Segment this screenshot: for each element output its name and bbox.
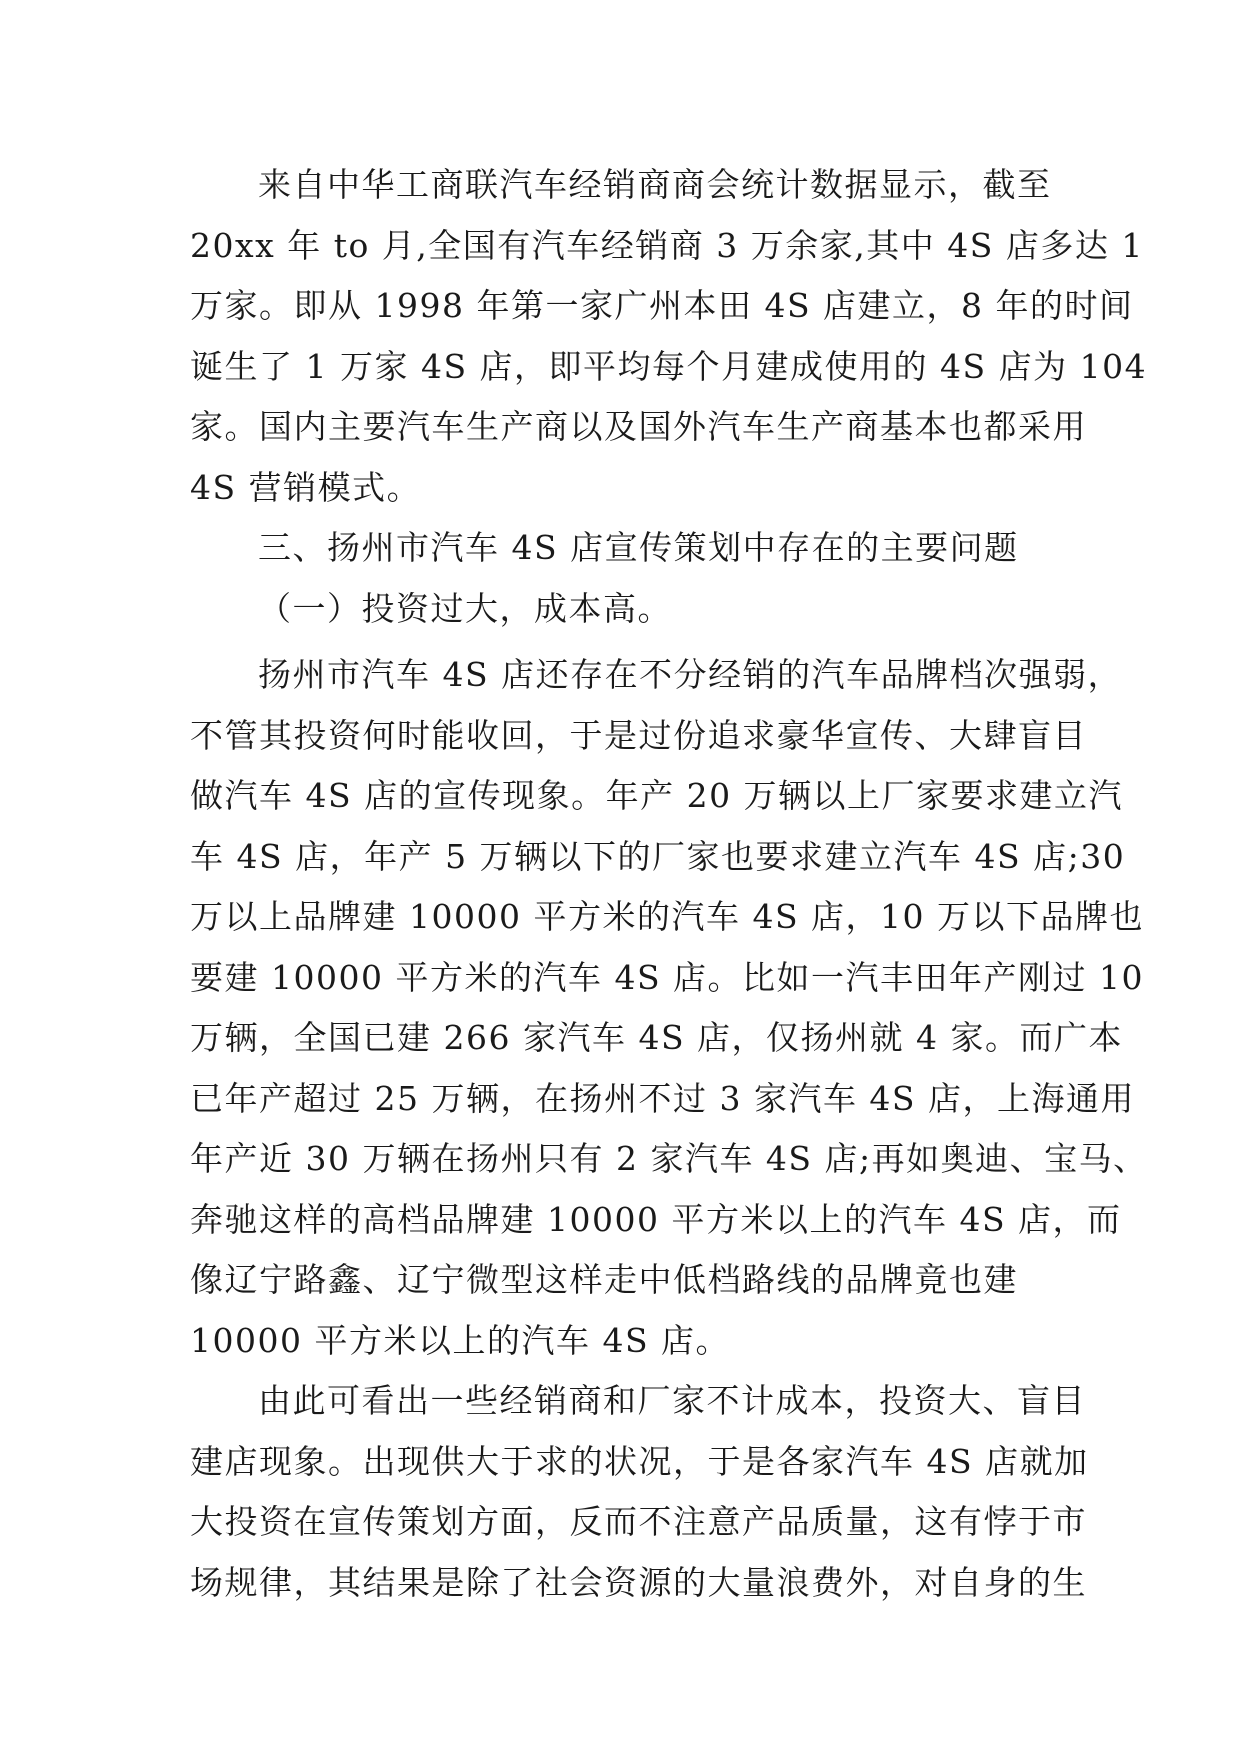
paragraph-line: 万辆，全国已建 266 家汽车 4S 店，仅扬州就 4 家。而广本	[190, 1018, 1124, 1057]
paragraph-line: 20xx 年 to 月,全国有汽车经销商 3 万余家,其中 4S 店多达 1	[190, 225, 1144, 265]
paragraph-line: 万以上品牌建 10000 平方米的汽车 4S 店，10 万以下品牌也	[190, 897, 1145, 936]
paragraph-line: 扬州市汽车 4S 店还存在不分经销的汽车品牌档次强弱，	[258, 655, 1123, 694]
paragraph-line: 场规律，其结果是除了社会资源的大量浪费外，对自身的生	[190, 1562, 1087, 1602]
paragraph-line: 家。国内主要汽车生产商以及国外汽车生产商基本也都采用	[190, 407, 1087, 446]
paragraph-line: 由此可看出一些经销商和厂家不计成本，投资大、盲目	[258, 1381, 1086, 1420]
paragraph-line: 建店现象。出现供大于求的状况，于是各家汽车 4S 店就加	[190, 1441, 1089, 1481]
paragraph-line: 万家。即从 1998 年第一家广州本田 4S 店建立，8 年的时间	[190, 286, 1134, 325]
paragraph-line: 车 4S 店，年产 5 万辆以下的厂家也要求建立汽车 4S 店;30	[190, 836, 1126, 876]
section-heading: 三、扬州市汽车 4S 店宣传策划中存在的主要问题	[258, 528, 1019, 567]
paragraph-line: 来自中华工商联汽车经销商商会统计数据显示，截至	[258, 165, 1052, 204]
paragraph-line: 要建 10000 平方米的汽车 4S 店。比如一汽丰田年产刚过 10	[190, 957, 1145, 997]
paragraph-line: 像辽宁路鑫、辽宁微型这样走中低档路线的品牌竟也建	[190, 1260, 1018, 1299]
paragraph-line: 大投资在宣传策划方面，反而不注意产品质量，这有悖于市	[190, 1502, 1087, 1541]
paragraph-line: 4S 营销模式。	[190, 467, 422, 507]
subsection-heading: （一）投资过大，成本高。	[258, 588, 672, 628]
paragraph-line: 诞生了 1 万家 4S 店，即平均每个月建成使用的 4S 店为 104	[190, 346, 1148, 386]
paragraph-line: 奔驰这样的高档品牌建 10000 平方米以上的汽车 4S 店，而	[190, 1199, 1122, 1239]
paragraph-line: 10000 平方米以上的汽车 4S 店。	[190, 1320, 731, 1360]
paragraph-line: 年产近 30 万辆在扬州只有 2 家汽车 4S 店;再如奥迪、宝马、	[190, 1139, 1148, 1178]
paragraph-line: 不管其投资何时能收回，于是过份追求豪华宣传、大肆盲目	[190, 715, 1087, 755]
paragraph-line: 做汽车 4S 店的宣传现象。年产 20 万辆以上厂家要求建立汽	[190, 776, 1124, 815]
document-body	[190, 155, 1148, 1613]
paragraph-line: 已年产超过 25 万辆，在扬州不过 3 家汽车 4S 店，上海通用	[190, 1078, 1136, 1118]
